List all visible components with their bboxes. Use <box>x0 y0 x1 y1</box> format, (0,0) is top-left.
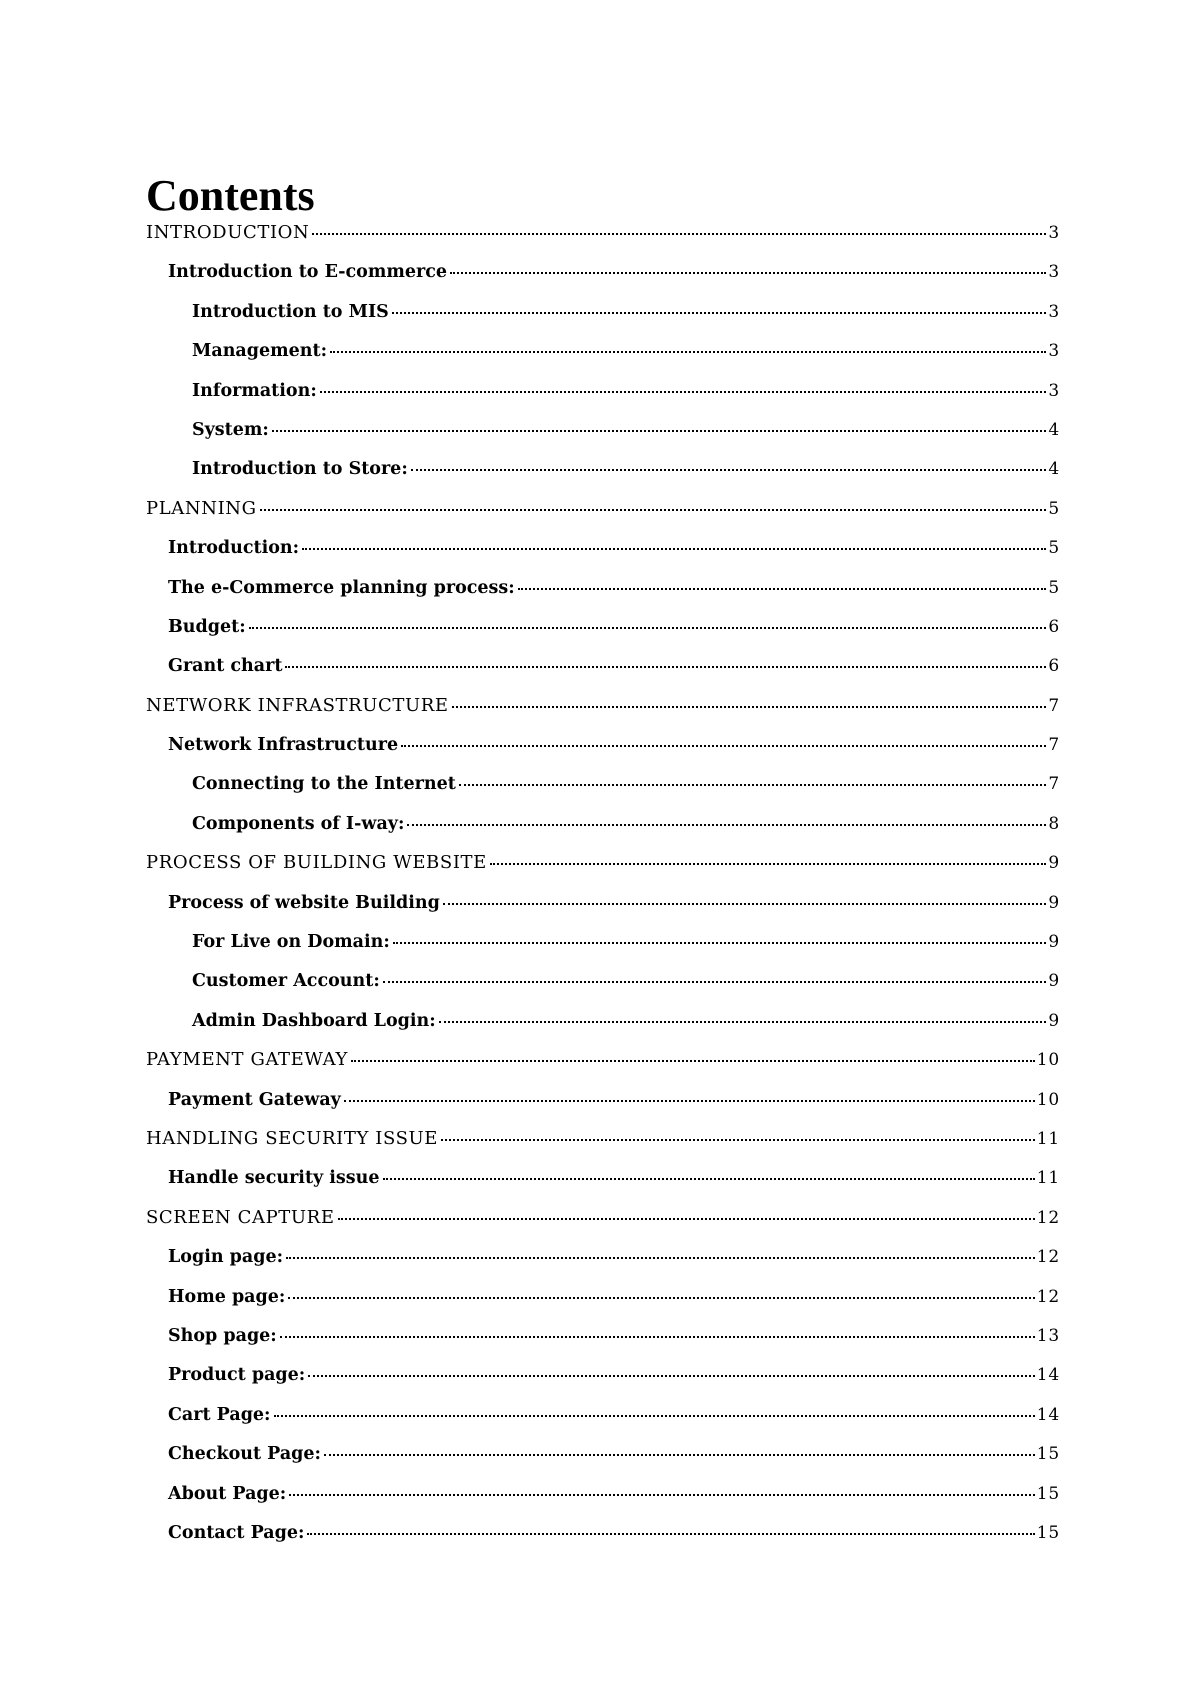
dot-leader <box>280 1323 1035 1341</box>
dot-leader <box>450 259 1046 277</box>
toc-entry-label: PAYMENT GATEWAY <box>146 1049 348 1071</box>
dot-leader <box>330 338 1046 356</box>
toc-entry-label: Admin Dashboard Login: <box>192 1010 436 1031</box>
toc-entry-page-number: 9 <box>1048 853 1060 874</box>
toc-entry-page-number: 6 <box>1048 656 1060 677</box>
dot-leader <box>383 1165 1035 1183</box>
toc-entry[interactable] <box>146 1008 1060 1047</box>
dot-leader <box>518 575 1047 593</box>
toc-entry-label: Customer Account: <box>192 971 380 992</box>
toc-entry[interactable] <box>146 1047 1060 1086</box>
toc-entry-label: Cart Page: <box>168 1404 271 1425</box>
toc-entry-page-number: 14 <box>1036 1365 1060 1386</box>
toc-entry[interactable] <box>146 496 1060 535</box>
toc-entry-page-number: 5 <box>1048 498 1060 519</box>
toc-entry-page-number: 3 <box>1048 341 1060 362</box>
toc-entry[interactable] <box>146 535 1060 574</box>
toc-entry-page-number: 7 <box>1048 735 1060 756</box>
dot-leader <box>439 1008 1047 1026</box>
toc-entry[interactable] <box>146 811 1060 850</box>
toc-entry[interactable] <box>146 1165 1060 1204</box>
toc-entry-page-number: 9 <box>1048 892 1060 913</box>
toc-entry[interactable] <box>146 890 1060 929</box>
toc-entry-page-number: 10 <box>1036 1089 1060 1110</box>
toc-entry-label: INTRODUCTION <box>146 222 310 243</box>
toc-entry[interactable] <box>146 614 1060 653</box>
toc-entry[interactable] <box>146 1323 1060 1362</box>
toc-entry-label: HANDLING SECURITY ISSUE <box>146 1127 439 1149</box>
dot-leader <box>285 653 1046 671</box>
toc-entry-page-number: 5 <box>1048 577 1060 598</box>
toc-entry-page-number: 13 <box>1036 1325 1060 1346</box>
toc-entry-page-number: 11 <box>1036 1128 1060 1149</box>
dot-leader <box>338 1205 1035 1223</box>
toc-entry-label: Grant chart <box>168 656 283 677</box>
dot-leader <box>272 417 1047 435</box>
toc-entry-label: Shop page: <box>168 1325 277 1346</box>
toc-entry-label: NETWORK INFRASTRUCTURE <box>146 694 449 716</box>
toc-entry-page-number: 15 <box>1036 1522 1060 1543</box>
dot-leader <box>302 535 1046 553</box>
dot-leader <box>393 929 1047 947</box>
toc-entry-label: System: <box>192 419 269 440</box>
toc-entry-page-number: 4 <box>1048 459 1060 480</box>
toc-entry-label: PROCESS OF BUILDING WEBSITE <box>146 852 487 874</box>
toc-entry-label: Introduction to E-commerce <box>168 262 448 283</box>
toc-entry[interactable] <box>146 693 1060 732</box>
toc-entry-label: Connecting to the Internet <box>192 774 456 795</box>
toc-entry-page-number: 9 <box>1048 971 1060 992</box>
dot-leader <box>401 732 1046 750</box>
toc-entry[interactable] <box>146 575 1060 614</box>
table-of-contents <box>146 220 1060 1559</box>
toc-entry-label: Login page: <box>168 1247 284 1268</box>
toc-entry-label: Components of I-way: <box>192 813 405 834</box>
dot-leader <box>441 1126 1035 1144</box>
dot-leader <box>288 1284 1034 1302</box>
toc-entry-page-number: 15 <box>1036 1483 1060 1504</box>
toc-entry-page-number: 3 <box>1048 223 1060 243</box>
toc-entry[interactable] <box>146 1087 1060 1126</box>
dot-leader <box>392 299 1047 317</box>
toc-entry-label: Home page: <box>168 1286 286 1307</box>
toc-entry-page-number: 10 <box>1036 1050 1060 1071</box>
dot-leader <box>459 771 1047 789</box>
toc-entry[interactable] <box>146 732 1060 771</box>
toc-entry-label: Introduction to Store: <box>192 459 408 480</box>
dot-leader <box>407 811 1046 829</box>
dot-leader <box>452 693 1047 711</box>
toc-entry[interactable] <box>146 1244 1060 1283</box>
toc-entry-page-number: 9 <box>1048 932 1060 953</box>
toc-entry-label: Introduction to MIS <box>192 301 389 322</box>
toc-entry-page-number: 14 <box>1036 1404 1060 1425</box>
toc-entry-page-number: 11 <box>1036 1168 1060 1189</box>
toc-entry-label: SCREEN CAPTURE <box>146 1206 335 1228</box>
toc-entry-label: The e-Commerce planning process: <box>168 577 515 598</box>
toc-entry-page-number: 6 <box>1048 616 1060 637</box>
dot-leader <box>286 1244 1035 1262</box>
toc-entry-page-number: 5 <box>1048 538 1060 559</box>
toc-entry[interactable] <box>146 1362 1060 1401</box>
toc-entry-label: Process of website Building <box>168 892 440 913</box>
toc-entry-label: Information: <box>192 380 317 401</box>
toc-entry-label: Introduction: <box>168 538 300 559</box>
toc-entry[interactable] <box>146 1441 1060 1480</box>
toc-entry[interactable] <box>146 1481 1060 1520</box>
toc-entry-page-number: 3 <box>1048 301 1060 322</box>
toc-entry[interactable] <box>146 850 1060 889</box>
dot-leader <box>312 220 1046 238</box>
toc-entry[interactable] <box>146 1402 1060 1441</box>
document-page <box>146 170 1060 1559</box>
toc-entry[interactable] <box>146 338 1060 377</box>
toc-entry-page-number: 12 <box>1036 1207 1060 1228</box>
toc-entry-label: For Live on Domain: <box>192 932 390 953</box>
toc-entry[interactable] <box>146 968 1060 1007</box>
toc-entry-label: Checkout Page: <box>168 1444 321 1465</box>
toc-entry[interactable] <box>146 1284 1060 1323</box>
toc-entry[interactable] <box>146 417 1060 456</box>
toc-entry[interactable] <box>146 1205 1060 1244</box>
toc-entry-label: Payment Gateway <box>168 1089 341 1110</box>
toc-entry-label: Network Infrastructure <box>168 735 399 756</box>
toc-entry-page-number: 12 <box>1036 1247 1060 1268</box>
toc-entry-label: Budget: <box>168 616 246 637</box>
dot-leader <box>411 456 1047 474</box>
dot-leader <box>260 496 1047 514</box>
toc-entry[interactable] <box>146 653 1060 692</box>
toc-entry-page-number: 15 <box>1036 1444 1060 1465</box>
toc-entry[interactable] <box>146 1126 1060 1165</box>
toc-entry-page-number: 7 <box>1048 695 1060 716</box>
dot-leader <box>443 890 1047 908</box>
dot-leader <box>249 614 1047 632</box>
dot-leader <box>344 1087 1035 1105</box>
toc-entry-page-number: 3 <box>1048 380 1060 401</box>
dot-leader <box>307 1520 1034 1538</box>
toc-entry[interactable] <box>146 259 1060 298</box>
toc-entry-page-number: 7 <box>1048 774 1060 795</box>
toc-entry-label: Product page: <box>168 1365 306 1386</box>
dot-leader <box>308 1362 1035 1380</box>
toc-entry[interactable] <box>146 929 1060 968</box>
toc-entry[interactable] <box>146 1520 1060 1559</box>
dot-leader <box>289 1481 1035 1499</box>
dot-leader <box>320 378 1047 396</box>
toc-entry[interactable] <box>146 378 1060 417</box>
toc-entry[interactable] <box>146 771 1060 810</box>
toc-entry-page-number: 4 <box>1048 419 1060 440</box>
toc-entry-label: About Page: <box>168 1483 287 1504</box>
toc-entry-page-number: 3 <box>1048 262 1060 283</box>
dot-leader <box>351 1047 1035 1065</box>
toc-entry-label: Handle security issue <box>168 1168 380 1189</box>
dot-leader <box>274 1402 1035 1420</box>
toc-entry[interactable] <box>146 456 1060 495</box>
toc-entry[interactable] <box>146 299 1060 338</box>
dot-leader <box>490 850 1046 868</box>
toc-entry-label: PLANNING <box>146 497 257 519</box>
toc-entry-page-number: 12 <box>1036 1286 1060 1307</box>
page-title: Contents <box>146 171 315 220</box>
toc-entry[interactable] <box>146 220 1060 242</box>
toc-entry-page-number: 8 <box>1048 813 1060 834</box>
toc-entry-page-number: 9 <box>1048 1010 1060 1031</box>
dot-leader <box>324 1441 1035 1459</box>
toc-entry-label: Contact Page: <box>168 1522 305 1543</box>
dot-leader <box>383 968 1047 986</box>
toc-entry-label: Management: <box>192 341 328 362</box>
